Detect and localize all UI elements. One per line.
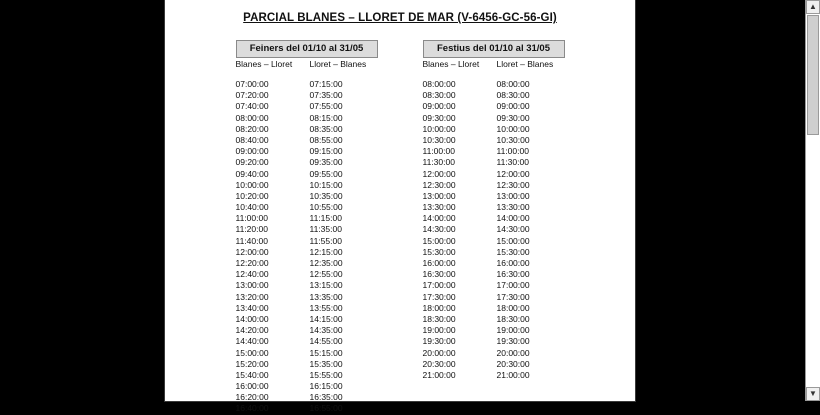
scrollbar-thumb[interactable] [807, 15, 819, 135]
time-cell: 13:20:00 [235, 291, 269, 302]
time-cell: 08:40:00 [235, 134, 269, 145]
column-header-blanes-lloret-weekdays: Blanes – Lloret [235, 59, 293, 69]
time-cell: 11:30:00 [496, 157, 529, 168]
times-lloret-blanes-weekdays [304, 79, 378, 415]
time-cell: 11:15:00 [309, 213, 342, 224]
time-cell: 10:20:00 [235, 190, 269, 201]
time-cell: 20:30:00 [496, 358, 530, 369]
time-cell: 12:30:00 [422, 179, 456, 190]
time-cell: 15:00:00 [422, 235, 456, 246]
time-cell: 10:35:00 [309, 190, 343, 201]
time-cell: 19:30:00 [422, 336, 456, 347]
scrollbar-track[interactable] [805, 0, 820, 401]
time-cell: 07:40:00 [235, 101, 269, 112]
time-cell: 15:35:00 [309, 358, 343, 369]
time-cell: 16:55:00 [309, 403, 343, 414]
time-cell: 17:30:00 [422, 291, 456, 302]
chevron-up-icon: ▲ [809, 2, 817, 11]
section-header-holidays: Festius del 01/10 al 31/05 [423, 40, 565, 58]
time-cell: 07:35:00 [309, 90, 343, 101]
column-header-lloret-blanes-weekdays: Lloret – Blanes [309, 59, 367, 69]
time-cell: 13:00:00 [235, 280, 269, 291]
times-blanes-lloret-weekdays [236, 79, 304, 415]
time-cell: 14:30:00 [496, 224, 530, 235]
time-cell: 15:30:00 [496, 246, 530, 257]
time-cell: 08:55:00 [309, 134, 343, 145]
time-cell: 08:35:00 [309, 123, 343, 134]
time-cell: 12:35:00 [309, 258, 343, 268]
time-cell: 13:55:00 [309, 302, 343, 313]
timetable [165, 79, 635, 415]
time-cell: 11:35:00 [309, 224, 342, 235]
time-cell: 09:00:00 [422, 101, 456, 112]
time-cell: 14:40:00 [235, 336, 269, 347]
time-cell: 08:20:00 [235, 123, 269, 134]
time-cell: 10:30:00 [496, 134, 530, 145]
time-cell: 09:40:00 [235, 168, 269, 179]
time-cell: 13:15:00 [309, 280, 343, 291]
column-header-lloret-blanes-holidays: Lloret – Blanes [496, 59, 554, 69]
time-cell: 09:30:00 [496, 112, 530, 123]
time-cell: 13:30:00 [496, 202, 530, 213]
scroll-up-button[interactable] [806, 0, 820, 14]
time-cell: 15:00:00 [496, 235, 530, 246]
section-header-weekdays: Feiners del 01/10 al 31/05 [236, 40, 378, 58]
time-cell: 16:30:00 [496, 269, 530, 280]
page-title: PARCIAL BLANES – LLORET DE MAR (V-6456-GC-56-GI) [243, 12, 557, 24]
time-cell: 19:30:00 [496, 336, 530, 347]
time-cell: 15:20:00 [235, 358, 269, 369]
time-cell: 16:30:00 [422, 269, 456, 280]
time-cell: 09:30:00 [422, 112, 456, 123]
times-blanes-lloret-holidays [423, 79, 491, 415]
time-cell: 15:00:00 [235, 347, 269, 358]
time-cell: 13:00:00 [496, 190, 530, 201]
time-cell: 08:00:00 [422, 79, 456, 89]
time-cell: 11:40:00 [235, 235, 268, 246]
column-headers-weekdays [236, 59, 378, 69]
time-cell: 15:15:00 [309, 347, 343, 358]
time-cell: 18:00:00 [496, 302, 530, 313]
time-cell: 14:20:00 [235, 325, 269, 336]
time-cell: 13:00:00 [422, 190, 456, 201]
time-cell: 16:00:00 [422, 258, 456, 268]
time-cell: 16:40:00 [235, 403, 269, 414]
time-cell: 13:35:00 [309, 291, 343, 302]
time-cell: 08:15:00 [309, 112, 343, 123]
time-cell: 18:30:00 [496, 313, 530, 324]
time-cell: 10:00:00 [235, 179, 269, 190]
time-cell: 11:55:00 [309, 235, 342, 246]
time-cell: 12:00:00 [235, 246, 269, 257]
document-page [165, 0, 635, 414]
time-cell: 11:00:00 [422, 146, 455, 157]
time-cell: 13:40:00 [235, 302, 269, 313]
time-cell: 07:15:00 [309, 79, 343, 89]
time-cell: 15:40:00 [235, 369, 269, 380]
time-cell: 11:00:00 [496, 146, 529, 157]
time-cell: 07:00:00 [235, 79, 269, 89]
time-cell: 14:00:00 [235, 313, 269, 324]
time-cell: 14:35:00 [309, 325, 343, 336]
time-cell: 17:30:00 [496, 291, 530, 302]
time-cell: 14:55:00 [309, 336, 343, 347]
time-cell: 14:30:00 [422, 224, 456, 235]
time-cell: 09:35:00 [309, 157, 343, 168]
time-cell: 16:00:00 [496, 258, 530, 268]
scroll-down-button[interactable] [806, 387, 820, 401]
time-cell: 12:00:00 [496, 168, 530, 179]
time-cell: 12:15:00 [309, 246, 343, 257]
times-lloret-blanes-holidays [491, 79, 565, 415]
time-cell: 12:00:00 [422, 168, 456, 179]
time-cell: 17:00:00 [422, 280, 456, 291]
time-cell: 07:55:00 [309, 101, 343, 112]
time-cell: 19:00:00 [422, 325, 456, 336]
time-cell: 14:15:00 [309, 313, 343, 324]
time-cell: 18:30:00 [422, 313, 456, 324]
time-cell: 21:00:00 [496, 369, 530, 380]
time-cell: 08:00:00 [496, 79, 530, 89]
time-cell: 09:00:00 [496, 101, 530, 112]
time-cell: 12:30:00 [496, 179, 530, 190]
column-headers [165, 59, 635, 69]
time-cell: 15:30:00 [422, 246, 456, 257]
time-cell: 16:20:00 [235, 392, 269, 403]
time-cell: 12:20:00 [235, 258, 269, 268]
time-cell: 10:55:00 [309, 202, 343, 213]
time-cell: 10:00:00 [496, 123, 530, 134]
time-cell: 11:20:00 [235, 224, 268, 235]
time-cell: 18:00:00 [422, 302, 456, 313]
chevron-down-icon: ▼ [809, 389, 817, 398]
time-cell: 12:40:00 [235, 269, 269, 280]
time-cell: 16:35:00 [309, 392, 343, 403]
time-cell: 20:30:00 [422, 358, 456, 369]
time-cell: 14:00:00 [422, 213, 456, 224]
time-cell: 15:55:00 [309, 369, 343, 380]
time-cell: 19:00:00 [496, 325, 530, 336]
time-cell: 21:00:00 [422, 369, 456, 380]
time-cell: 10:15:00 [309, 179, 343, 190]
time-cell: 20:00:00 [496, 347, 530, 358]
section-headers [165, 40, 635, 58]
time-cell: 07:20:00 [235, 90, 269, 101]
time-cell: 08:30:00 [422, 90, 456, 101]
time-cell: 13:30:00 [422, 202, 456, 213]
time-cell: 08:00:00 [235, 112, 269, 123]
timetable-weekdays [236, 79, 378, 415]
time-cell: 11:00:00 [235, 213, 268, 224]
time-cell: 10:40:00 [235, 202, 269, 213]
timetable-holidays [423, 79, 565, 415]
time-cell: 09:15:00 [309, 146, 343, 157]
time-cell: 20:00:00 [422, 347, 456, 358]
time-cell: 16:15:00 [309, 381, 343, 392]
column-header-blanes-lloret-holidays: Blanes – Lloret [422, 59, 480, 69]
time-cell: 09:00:00 [235, 146, 269, 157]
time-cell: 14:00:00 [496, 213, 530, 224]
time-cell: 10:30:00 [422, 134, 456, 145]
time-cell: 16:00:00 [235, 381, 269, 392]
time-cell: 11:30:00 [422, 157, 455, 168]
time-cell: 10:00:00 [422, 123, 456, 134]
time-cell: 09:20:00 [235, 157, 269, 168]
time-cell: 09:55:00 [309, 168, 343, 179]
column-headers-holidays [423, 59, 565, 69]
time-cell: 12:55:00 [309, 269, 343, 280]
time-cell: 17:00:00 [496, 280, 530, 291]
time-cell: 08:30:00 [496, 90, 530, 101]
